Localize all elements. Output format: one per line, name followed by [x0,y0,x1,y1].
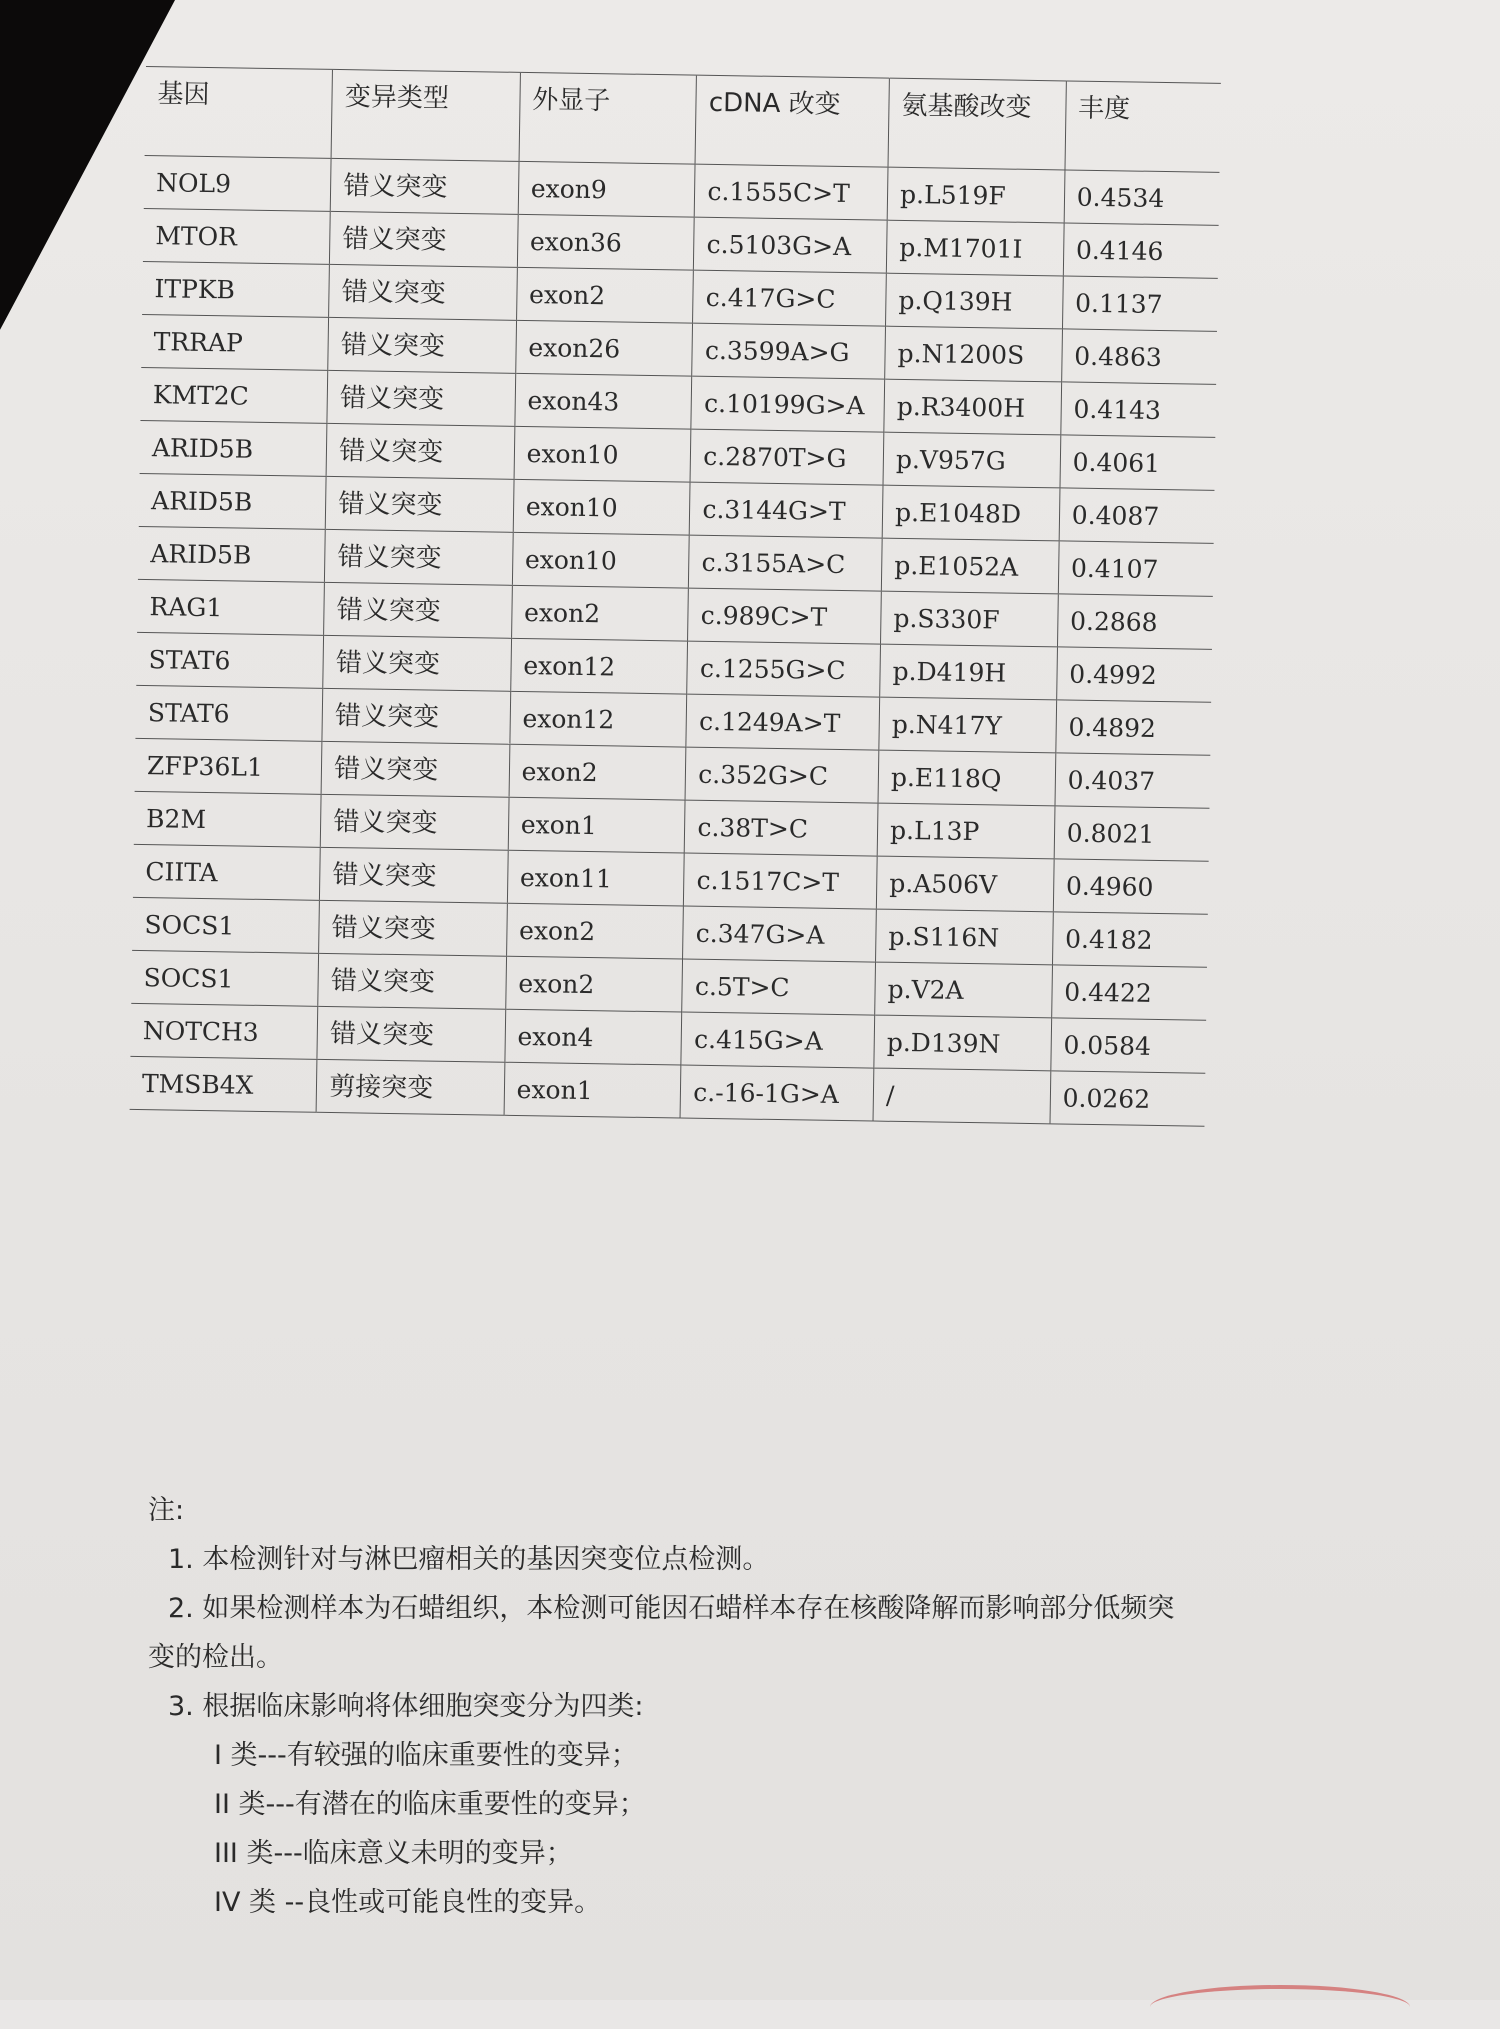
variant-type-cell: 错义突变 [319,900,507,956]
notes-title: 注: [148,1495,185,1526]
gene-cell: CIITA [133,844,321,900]
gene-cell: RAG1 [137,579,325,635]
abundance-cell: 0.4992 [1056,647,1212,702]
abundance-cell: 0.4422 [1051,965,1207,1020]
amino-acid-cell: p.S116N [876,909,1053,965]
cdna-cell: c.1555C>T [695,164,889,220]
note-item-2: 2. 如果检测样本为石蜡组织，本检测可能因石蜡样本存在核酸降解而影响部分低频突 [168,1593,1175,1624]
gene-cell: NOTCH3 [130,1003,318,1059]
exon-cell: exon1 [508,797,685,853]
cdna-cell: c.3144G>T [690,482,884,538]
exon-cell: exon2 [506,903,683,959]
header-cdna-change: cDNA 改变 [695,75,889,167]
cdna-cell: c.1255G>C [687,641,881,697]
abundance-cell: 0.4087 [1059,488,1215,543]
amino-acid-cell: p.L519F [887,167,1064,223]
amino-acid-cell: p.D419H [880,644,1057,700]
cdna-cell: c.415G>A [681,1012,875,1068]
cdna-cell: c.417G>C [693,270,887,326]
amino-acid-cell: p.R3400H [884,379,1061,435]
gene-cell: TRRAP [141,314,329,370]
gene-cell: SOCS1 [132,897,320,953]
gene-cell: SOCS1 [131,950,319,1006]
abundance-cell: 0.4143 [1061,382,1217,437]
exon-cell: exon10 [512,532,689,588]
cdna-cell: c.-16-1G>A [680,1065,874,1121]
exon-cell: exon2 [505,956,682,1012]
note-item-2-continued: 变的检出。 [148,1642,283,1673]
notes-section [148,1486,1388,1927]
exon-cell: exon10 [514,426,691,482]
gene-cell: STAT6 [135,685,323,741]
abundance-cell: 0.4534 [1064,170,1220,225]
exon-cell: exon10 [513,479,690,535]
note-category-2: II 类---有潜在的临床重要性的变异； [214,1789,646,1820]
header-exon: 外显子 [519,72,697,164]
exon-cell: exon12 [510,691,687,747]
header-abundance: 丰度 [1065,81,1221,172]
amino-acid-cell: / [873,1068,1050,1124]
variant-type-cell: 错义突变 [329,264,517,320]
exon-cell: exon26 [515,320,692,376]
amino-acid-cell: p.V2A [875,962,1052,1018]
gene-cell: ARID5B [138,526,326,582]
amino-acid-cell: p.E118Q [878,750,1055,806]
cdna-cell: c.5T>C [682,959,876,1015]
cdna-cell: c.3155A>C [689,535,883,591]
variant-type-cell: 错义突变 [318,953,506,1009]
exon-cell: exon4 [505,1009,682,1065]
amino-acid-cell: p.V957G [883,432,1060,488]
gene-cell: ARID5B [139,473,327,529]
abundance-cell: 0.4107 [1058,541,1214,596]
abundance-cell: 0.0262 [1050,1071,1206,1126]
cdna-cell: c.5103G>A [694,217,888,273]
abundance-cell: 0.4182 [1052,912,1208,967]
note-category-4: IV 类 --良性或可能良性的变异。 [214,1887,602,1918]
variant-type-cell: 错义突变 [323,635,511,691]
abundance-cell: 0.4863 [1061,329,1217,384]
variant-type-cell: 错义突变 [328,317,516,373]
gene-cell: ZFP36L1 [135,738,323,794]
exon-cell: exon2 [509,744,686,800]
cdna-cell: c.1249A>T [686,694,880,750]
cdna-cell: c.2870T>G [690,429,884,485]
variant-type-cell: 错义突变 [326,423,514,479]
abundance-cell: 0.8021 [1054,806,1210,861]
variant-type-cell: 错义突变 [331,158,519,214]
gene-cell: MTOR [143,208,331,264]
amino-acid-cell: p.N417Y [879,697,1056,753]
cdna-cell: c.3599A>G [692,323,886,379]
table-body [130,155,1220,1126]
variant-type-cell: 错义突变 [330,211,518,267]
cdna-cell: c.352G>C [685,747,879,803]
variant-type-cell: 剪接突变 [316,1059,504,1115]
amino-acid-cell: p.E1052A [881,538,1058,594]
cdna-cell: c.10199G>A [691,376,885,432]
exon-cell: exon36 [517,214,694,270]
gene-cell: STAT6 [136,632,324,688]
header-variant-type: 变异类型 [331,69,520,161]
abundance-cell: 0.4960 [1053,859,1209,914]
amino-acid-cell: p.M1701I [886,220,1063,276]
exon-cell: exon11 [507,850,684,906]
amino-acid-cell: p.N1200S [885,326,1062,382]
amino-acid-cell: p.L13P [877,803,1054,859]
variant-type-cell: 错义突变 [321,741,509,797]
variant-type-cell: 错义突变 [320,847,508,903]
gene-cell: ARID5B [140,420,328,476]
note-category-3: III 类---临床意义未明的变异； [214,1838,573,1869]
variant-type-cell: 错义突变 [324,582,512,638]
exon-cell: exon1 [504,1062,681,1118]
exon-cell: exon2 [511,585,688,641]
variant-type-cell: 错义突变 [322,688,510,744]
note-category-1: I 类---有较强的临床重要性的变异； [214,1740,638,1771]
abundance-cell: 0.4037 [1055,753,1211,808]
header-gene: 基因 [145,66,333,158]
abundance-cell: 0.0584 [1051,1018,1207,1073]
abundance-cell: 0.1137 [1062,276,1218,331]
cdna-cell: c.989C>T [688,588,882,644]
gene-cell: NOL9 [144,155,332,211]
red-stamp-edge [1150,1985,1410,2029]
variant-type-cell: 错义突变 [327,370,515,426]
mutation-table [130,66,1221,1127]
cdna-cell: c.1517C>T [684,853,878,909]
gene-cell: B2M [134,791,322,847]
table-header-row [145,66,1221,172]
exon-cell: exon9 [518,161,695,217]
amino-acid-cell: p.A506V [876,856,1053,912]
exon-cell: exon2 [516,267,693,323]
header-amino-acid-change: 氨基酸改变 [888,78,1066,170]
note-item-1: 1. 本检测针对与淋巴瘤相关的基因突变位点检测。 [168,1544,770,1575]
variant-type-cell: 错义突变 [326,476,514,532]
abundance-cell: 0.4146 [1063,223,1219,278]
amino-acid-cell: p.Q139H [886,273,1063,329]
abundance-cell: 0.4061 [1060,435,1216,490]
variant-type-cell: 错义突变 [325,529,513,585]
gene-cell: KMT2C [140,367,328,423]
note-item-3: 3. 根据临床影响将体细胞突变分为四类: [168,1691,644,1722]
cdna-cell: c.38T>C [685,800,879,856]
variant-type-cell: 错义突变 [317,1006,505,1062]
amino-acid-cell: p.E1048D [882,485,1059,541]
cdna-cell: c.347G>A [683,906,877,962]
abundance-cell: 0.2868 [1057,594,1213,649]
exon-cell: exon12 [510,638,687,694]
variant-type-cell: 错义突变 [321,794,509,850]
amino-acid-cell: p.D139N [874,1015,1051,1071]
gene-cell: ITPKB [142,261,330,317]
amino-acid-cell: p.S330F [881,591,1058,647]
gene-cell: TMSB4X [130,1056,318,1112]
exon-cell: exon43 [515,373,692,429]
abundance-cell: 0.4892 [1056,700,1212,755]
